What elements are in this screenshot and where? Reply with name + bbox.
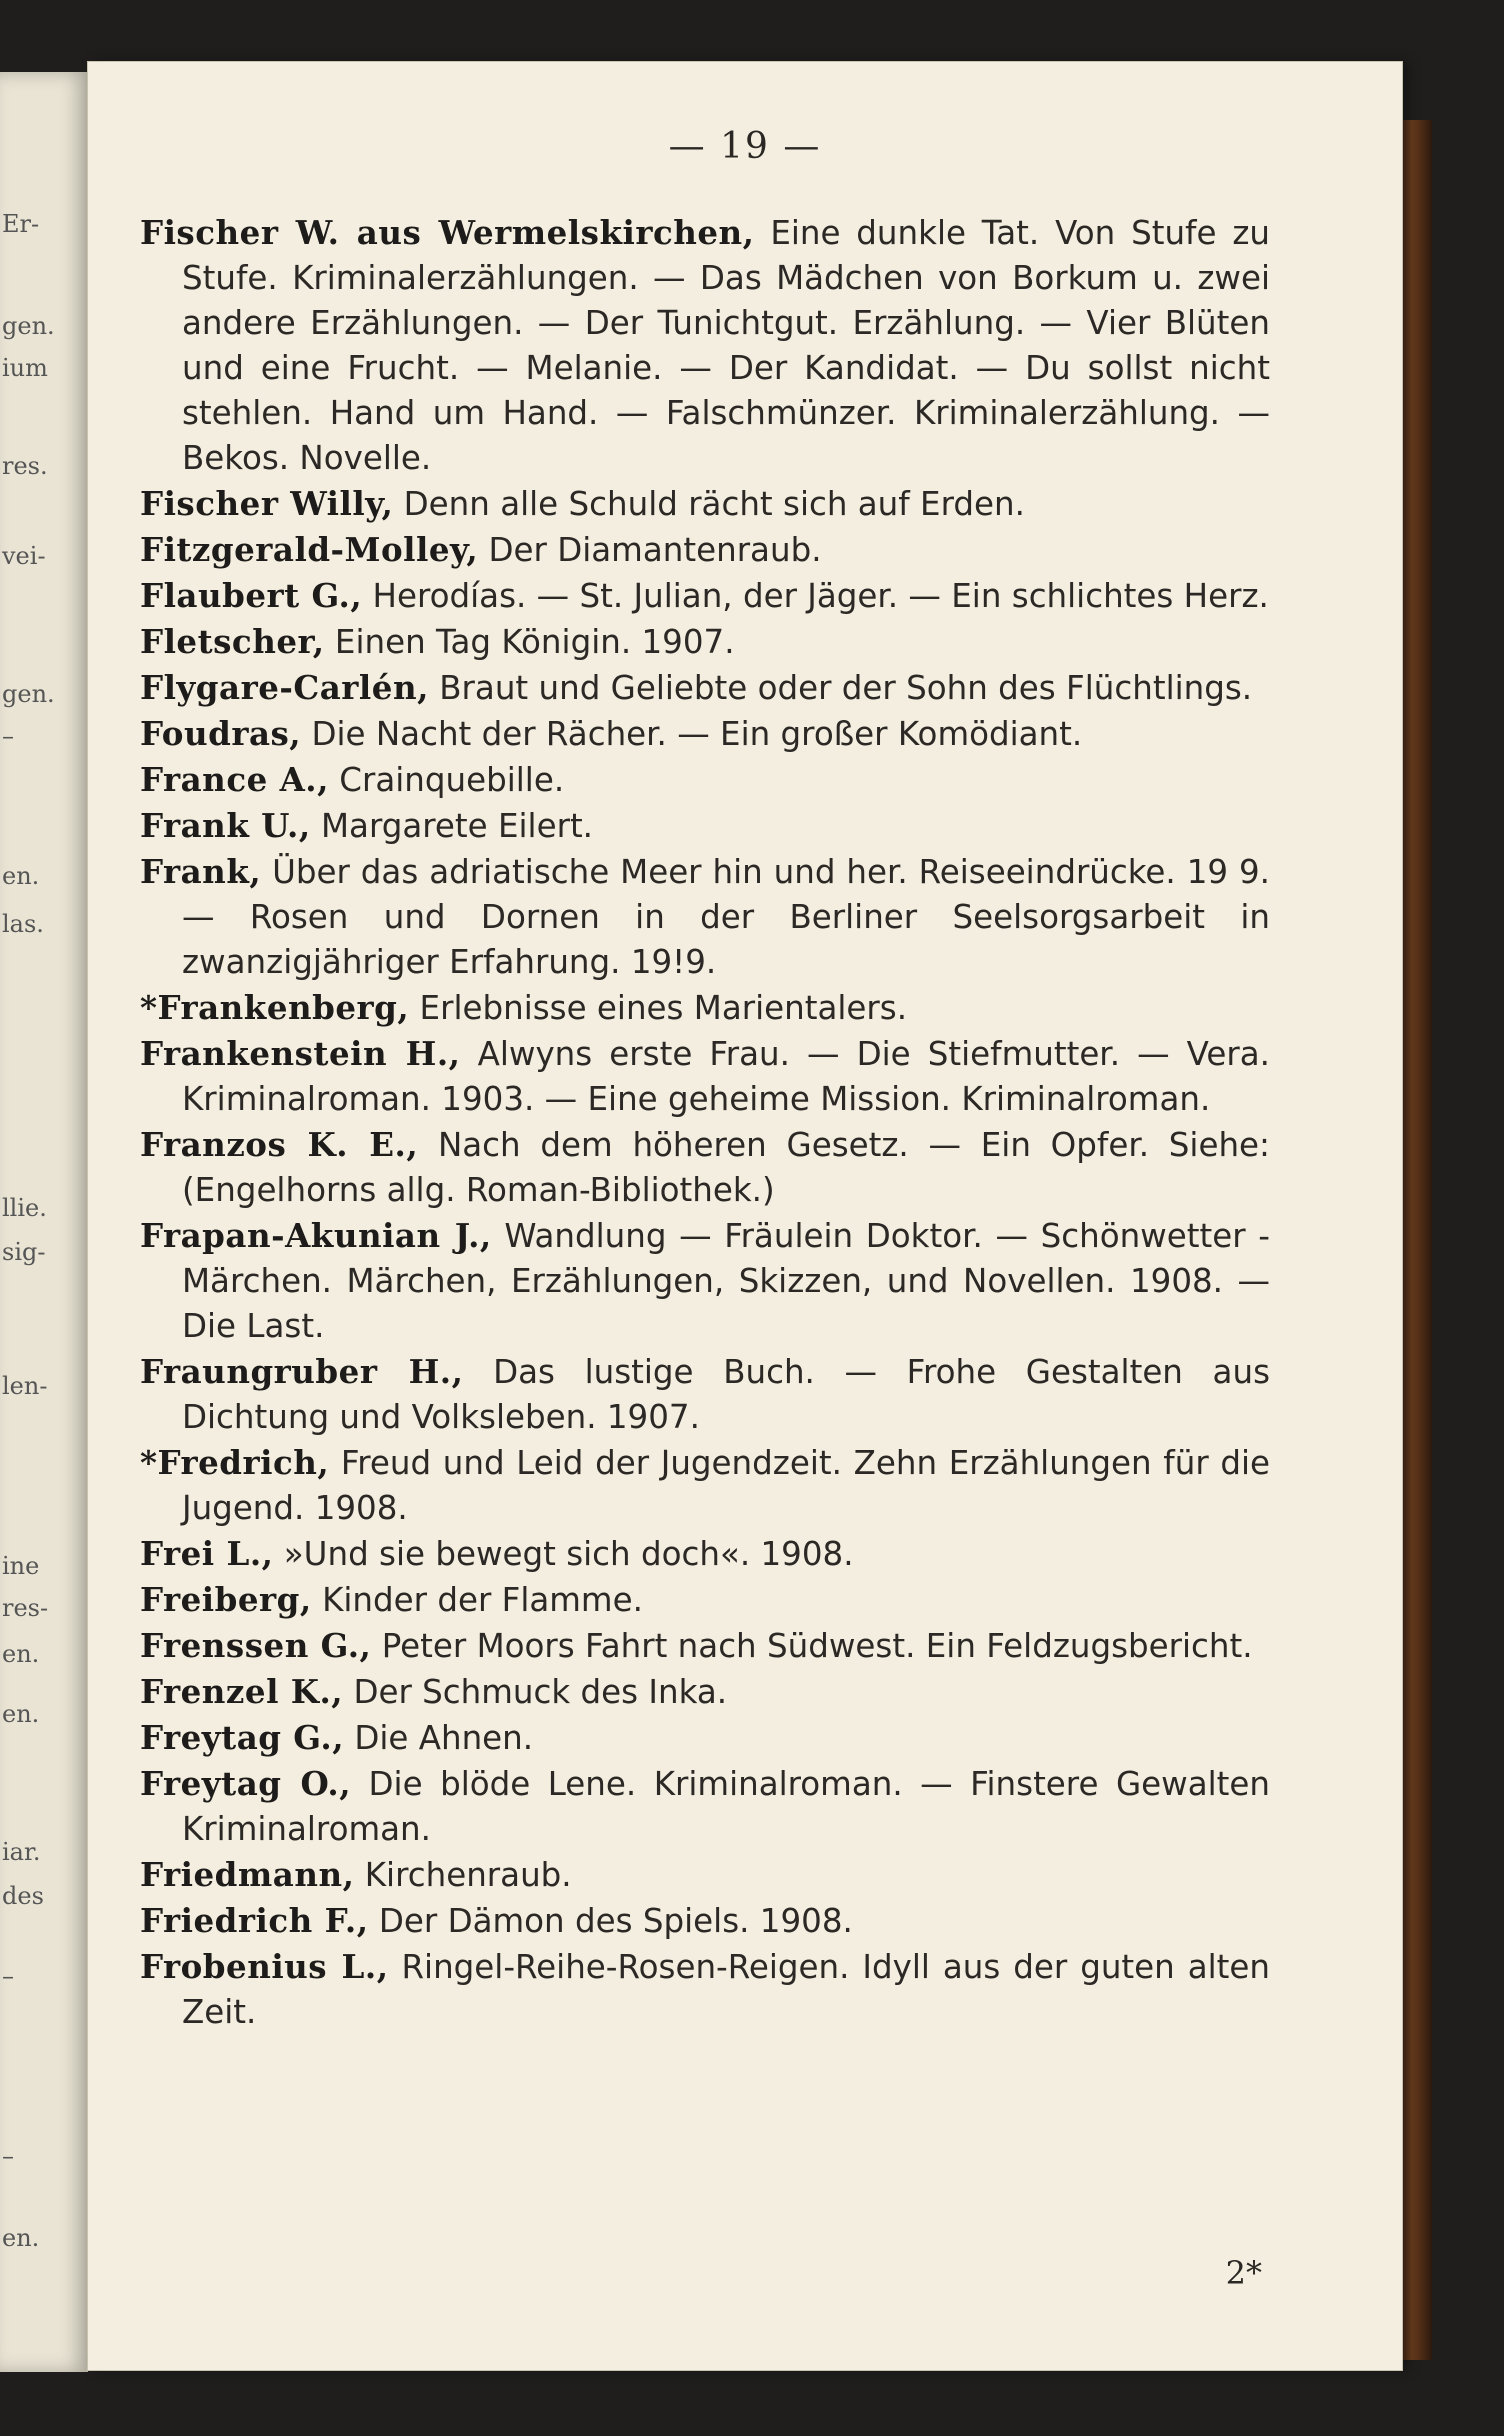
author-index — [140, 210, 1270, 2035]
entry-text: Denn alle Schuld rächt sich auf Erden. — [403, 485, 1025, 523]
entry-text: Das lustige Buch. — Frohe Gestalten aus Dichtung und Volksleben. 1907. — [182, 1353, 1270, 1436]
author-name: France A., — [140, 760, 329, 799]
entry-text: Eine dunkle Tat. Von Stufe zu Stufe. Kriminalerzählungen. — Das Mädchen von Borkum u. zwei andere Erzählungen. — Der Tunichtgut. Erzählung. — Vier Blüten und eine Frucht. — Melanie. — Der Kandidat. — Du sollst nicht stehlen. Hand um Hand. — Falschmünzer. Kriminalerzählung. — Bekos. Novelle. — [182, 214, 1270, 477]
entry-text: Einen Tag Königin. 1907. — [334, 623, 735, 661]
index-entry — [140, 619, 1270, 665]
entry-text: Erlebnisse eines Marientalers. — [419, 989, 908, 1027]
entry-text: Die Nacht der Rächer. — Ein großer Komödiant. — [311, 715, 1083, 753]
index-entry — [140, 527, 1270, 573]
margin-fragment: iar. — [2, 1838, 41, 1866]
entry-text: Wandlung — Fräulein Doktor. — Schönwetter - Märchen. Märchen, Erzählungen, Skizzen, und Novellen. 1908. — Die Last. — [182, 1217, 1270, 1345]
margin-fragment: – — [2, 1962, 14, 1990]
author-name: Friedmann, — [140, 1855, 355, 1894]
entry-text: Kinder der Flamme. — [322, 1581, 643, 1619]
index-entry — [140, 849, 1270, 985]
entry-text: Der Schmuck des Inka. — [353, 1673, 728, 1711]
author-name: Freiberg, — [140, 1580, 312, 1619]
author-name: Frenssen G., — [140, 1626, 372, 1665]
author-name: Freytag O., — [140, 1764, 352, 1803]
author-name: Frobenius L., — [140, 1947, 389, 1986]
entry-text: »Und sie bewegt sich doch«. 1908. — [283, 1535, 854, 1573]
entry-text: Über das adriatische Meer hin und her. Reiseeindrücke. 19 9. — Rosen und Dornen in der Berliner Seelsorgsarbeit in zwanzigjähriger Erfahrung. 19!9. — [182, 853, 1270, 981]
margin-fragment: en. — [2, 862, 40, 890]
entry-text: Margarete Eilert. — [320, 807, 594, 845]
index-entry — [140, 1761, 1270, 1852]
index-entry — [140, 210, 1270, 481]
entry-text: Herodías. — St. Julian, der Jäger. — Ein schlichtes Herz. — [372, 577, 1269, 615]
index-entry — [140, 711, 1270, 757]
entry-text: Ringel-Reihe-Rosen-Reigen. Idyll aus der guten alten Zeit. — [182, 1948, 1270, 2031]
entry-text: Nach dem höheren Gesetz. — Ein Opfer. Siehe: (Engelhorns allg. Roman-Bibliothek.) — [182, 1126, 1270, 1209]
author-name: Fischer W. aus Wermelskirchen, — [140, 213, 755, 252]
book-spine — [1398, 120, 1432, 2360]
margin-fragment: – — [2, 2142, 14, 2170]
margin-fragment: en. — [2, 1640, 40, 1668]
author-name: Frank, — [140, 852, 262, 891]
margin-fragment: en. — [2, 2224, 40, 2252]
page-number: — 19 — — [668, 126, 822, 167]
index-entry — [140, 1031, 1270, 1122]
author-name: Frenzel K., — [140, 1672, 344, 1711]
author-name: Friedrich F., — [140, 1901, 369, 1940]
author-name: Fischer Willy, — [140, 484, 394, 523]
margin-fragment: – — [2, 722, 14, 750]
entry-text: Kirchenraub. — [364, 1856, 572, 1894]
index-entry — [140, 1623, 1270, 1669]
entry-text: Alwyns erste Frau. — Die Stiefmutter. — Vera. Kriminalroman. 1903. — Eine geheime Mission. Kriminalroman. — [182, 1035, 1270, 1118]
index-entry — [140, 573, 1270, 619]
margin-fragment: ine — [2, 1552, 40, 1580]
index-entry — [140, 1944, 1270, 2035]
margin-fragment: llie. — [2, 1194, 47, 1222]
author-name: Franzos K. E., — [140, 1125, 419, 1164]
index-entry — [140, 481, 1270, 527]
margin-fragment: len- — [2, 1372, 48, 1400]
author-name: Frank U., — [140, 806, 311, 845]
author-name: Flygare-Carlén, — [140, 668, 429, 707]
signature-mark: 2* — [1225, 2254, 1262, 2292]
margin-fragment: las. — [2, 910, 44, 938]
margin-fragment: gen. — [2, 312, 55, 340]
index-entry — [140, 1577, 1270, 1623]
index-entry — [140, 757, 1270, 803]
entry-text: Der Dämon des Spiels. 1908. — [378, 1902, 853, 1940]
margin-fragment: Er- — [2, 210, 40, 238]
margin-fragment: res. — [2, 452, 48, 480]
index-entry — [140, 1213, 1270, 1349]
entry-text: Peter Moors Fahrt nach Südwest. Ein Feldzugsbericht. — [381, 1627, 1253, 1665]
author-name: Freytag G., — [140, 1718, 345, 1757]
margin-fragment: des — [2, 1882, 44, 1910]
index-entry — [140, 985, 1270, 1031]
author-name: *Fredrich, — [140, 1443, 330, 1482]
index-entry — [140, 1349, 1270, 1440]
entry-text: Freud und Leid der Jugendzeit. Zehn Erzählungen für die Jugend. 1908. — [182, 1444, 1270, 1527]
book-page — [88, 62, 1402, 2370]
entry-text: Der Diamantenraub. — [488, 531, 822, 569]
margin-fragment: ium — [2, 354, 48, 382]
author-name: Frei L., — [140, 1534, 274, 1573]
index-entry — [140, 1531, 1270, 1577]
author-name: Fletscher, — [140, 622, 325, 661]
author-name: Flaubert G., — [140, 576, 363, 615]
index-entry — [140, 1669, 1270, 1715]
margin-fragment: gen. — [2, 680, 55, 708]
margin-fragment: vei- — [2, 542, 46, 570]
facing-page-edge — [0, 72, 88, 2372]
index-entry — [140, 803, 1270, 849]
index-entry — [140, 1440, 1270, 1531]
index-entry — [140, 1852, 1270, 1898]
author-name: Fraungruber H., — [140, 1352, 464, 1391]
index-entry — [140, 1898, 1270, 1944]
author-name: Frapan-Akunian J., — [140, 1216, 492, 1255]
index-entry — [140, 1122, 1270, 1213]
margin-fragment: res- — [2, 1594, 49, 1622]
author-name: *Frankenberg, — [140, 988, 410, 1027]
entry-text: Die blöde Lene. Kriminalroman. — Finstere Gewalten Kriminalroman. — [182, 1765, 1270, 1848]
index-entry — [140, 665, 1270, 711]
margin-fragment: sig- — [2, 1238, 46, 1266]
author-name: Frankenstein H., — [140, 1034, 461, 1073]
margin-fragment: en. — [2, 1700, 40, 1728]
index-entry — [140, 1715, 1270, 1761]
entry-text: Crainquebille. — [339, 761, 565, 799]
author-name: Fitzgerald-Molley, — [140, 530, 479, 569]
entry-text: Braut und Geliebte oder der Sohn des Flüchtlings. — [439, 669, 1253, 707]
author-name: Foudras, — [140, 714, 302, 753]
entry-text: Die Ahnen. — [354, 1719, 534, 1757]
